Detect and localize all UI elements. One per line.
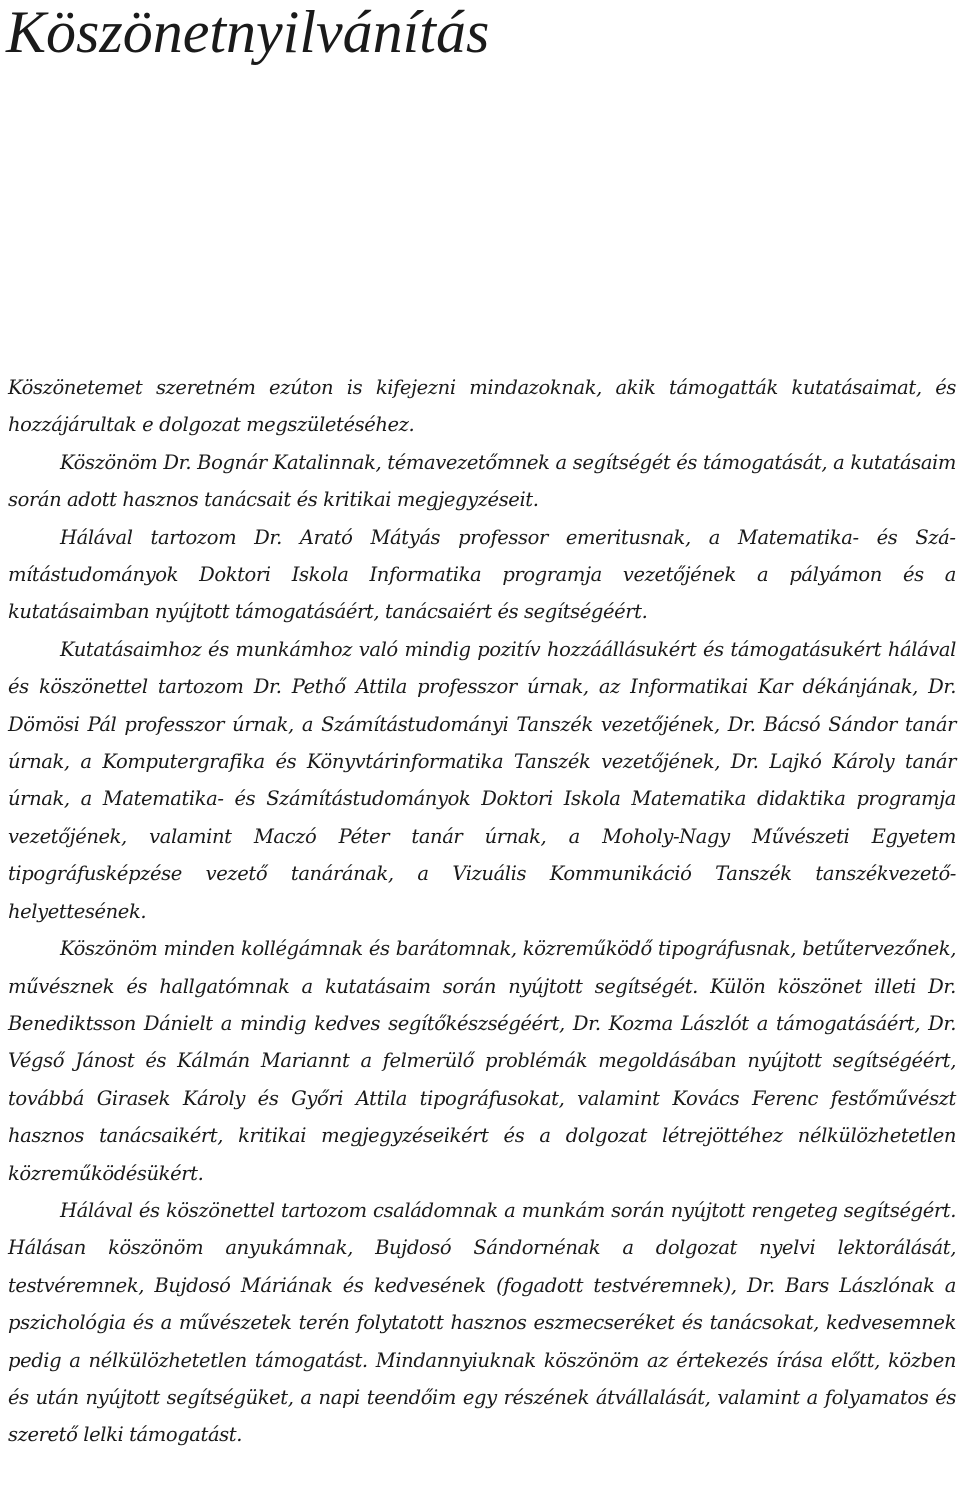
paragraph-faculty: Kutatásaimhoz és munkámhoz való mindig pozitív hozzáállásukért és támogatásukért hálával és köszönettel tartozom Dr. Pethő Attila professzor úrnak, az Informatikai Kar dékánjának, Dr. Dömösi Pál professzor úrnak, a Számítástudományi Tanszék vezetőjének, Dr. Bácsó Sándor tanár úrnak, a Komputergrafika és Könyvtárinformatika Tanszék vezetőjének, Dr. Lajkó Károly tanár úrnak, a Matematika- és Számítástudományok Doktori Iskola Matematika didaktika programja vezetőjének, valamint Maczó Péter tanár úrnak, a Moholy-Nagy Művészeti Egyetem tipográfusképzése vezető tanárának, a Vizuális Kommunikáció Tanszék tanszékvezető-helyettesének. — [8, 637, 956, 923]
paragraph-intro: Köszönetemet szeretném ezúton is kifejezni mindazoknak, akik támogatták kutatásaimat, és hozzájárultak e dolgozat megszületéséhez. — [8, 376, 956, 437]
paragraph-doctoral-school: Hálával tartozom Dr. Arató Mátyás professor emeritusnak, a Matematika- és Számítástudományok Doktori Iskola Informatika programja vezetőjének a pályámon és a kutatásaimban nyújtott támogatásáért, tanácsaiért és segítségéért. — [8, 525, 956, 624]
paragraph-supervisor: Köszönöm Dr. Bognár Katalinnak, témavezetőmnek a segítségét és támogatását, a kutatásaim során adott hasznos tanácsait és kritikai megjegyzéseit. — [8, 450, 956, 512]
paragraph-colleagues: Köszönöm minden kollégámnak és barátomnak, közreműködő tipográfusnak, betűtervezőnek, művésznek és hallgatómnak a kutatásaim során nyújtott segítségét. Külön köszönet illeti Dr. Benediktsson Dánielt a mindig kedves segítőkészségéért, Dr. Kozma Lászlót a támogatásáért, Dr. Végső Jánost és Kálmán Mariannt a felmerülő problémák megoldásában nyújtott segítségéért, továbbá Girasek Károly és Győri Attila tipográfusokat, valamint Kovács Ferenc festőművészt hasznos tanácsaikért, kritikai megjegyzéseikért és a dolgozat létrejöttéhez nélkülözhetetlen közreműködésükért. — [8, 937, 956, 1185]
paragraph-family: Hálával és köszönettel tartozom családomnak a munkám során nyújtott rengeteg segítségért. Hálásan köszönöm anyukámnak, Bujdosó Sándornénak a dolgozat nyelvi lektorálását, testvéremnek, Bujdosó Máriának és kedvesének (fogadott testvéremnek), Dr. Bars Lászlónak a pszichológia és a művészetek terén folytatott hasznos eszmecseréket és tanácsokat, kedvesemnek pedig a nélkülözhetetlen támogatást. Mindannyiuknak köszönöm az értekezés írása előtt, közben és után nyújtott segítségüket, a napi teendőim egy részének átvállalását, valamint a folyamatos és szerető lelki támogatást. — [8, 1198, 956, 1447]
acknowledgement-body — [8, 369, 956, 1454]
page-title: Köszönetnyilvánítás — [6, 0, 490, 65]
